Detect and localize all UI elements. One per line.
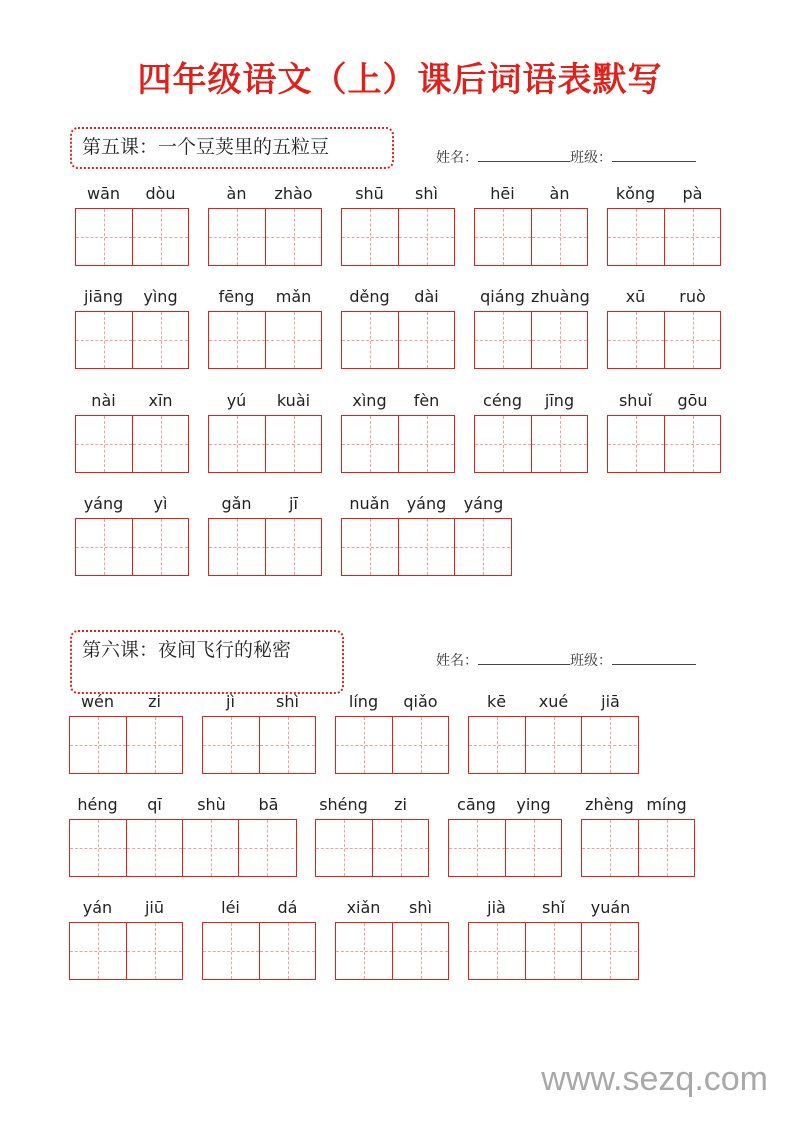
pinyin-row xyxy=(341,184,455,208)
word-item xyxy=(341,391,455,473)
pinyin-row xyxy=(341,391,455,415)
pinyin-row xyxy=(335,692,449,716)
tianzige-boxes xyxy=(607,311,721,369)
word-item xyxy=(75,184,189,266)
pinyin-syllable: zi xyxy=(394,795,407,814)
word-item xyxy=(468,898,639,980)
class-label: 班级： xyxy=(570,653,612,669)
writing-cell[interactable] xyxy=(76,209,132,265)
writing-cell[interactable] xyxy=(398,312,454,368)
writing-cell[interactable] xyxy=(76,416,132,472)
pinyin-syllable: shéng xyxy=(319,795,368,814)
pinyin-syllable: zhèng xyxy=(585,795,634,814)
pinyin-syllable: jī xyxy=(289,494,298,513)
pinyin-row xyxy=(75,184,189,208)
tianzige-boxes xyxy=(75,311,189,369)
tianzige-boxes xyxy=(341,415,455,473)
writing-cell[interactable] xyxy=(259,717,315,773)
writing-cell[interactable] xyxy=(209,209,265,265)
tianzige-boxes xyxy=(208,415,322,473)
tianzige-boxes xyxy=(202,716,316,774)
pinyin-syllable: gǎn xyxy=(221,494,252,513)
writing-cell[interactable] xyxy=(372,820,428,876)
page-title: 四年级语文（上）课后词语表默写 xyxy=(137,60,663,100)
pinyin-syllable: yán xyxy=(82,898,113,917)
pinyin-row xyxy=(474,184,588,208)
pinyin-syllable: àn xyxy=(226,184,247,203)
pinyin-row xyxy=(69,795,297,819)
writing-cell[interactable] xyxy=(336,923,392,979)
pinyin-syllable: xīn xyxy=(148,391,173,410)
writing-cell[interactable] xyxy=(70,717,126,773)
pinyin-row xyxy=(69,898,183,922)
pinyin-syllable: wān xyxy=(86,184,121,203)
pinyin-row xyxy=(341,494,512,518)
tianzige-boxes xyxy=(75,415,189,473)
word-item xyxy=(208,391,322,473)
pinyin-syllable: děng xyxy=(349,287,390,306)
word-item xyxy=(341,184,455,266)
tianzige-boxes xyxy=(202,922,316,980)
pinyin-syllable: dá xyxy=(277,898,298,917)
writing-cell[interactable] xyxy=(454,519,510,575)
writing-cell[interactable] xyxy=(126,923,182,979)
writing-cell[interactable] xyxy=(132,416,188,472)
writing-cell[interactable] xyxy=(608,416,664,472)
writing-cell[interactable] xyxy=(475,312,531,368)
writing-cell[interactable] xyxy=(132,519,188,575)
word-item xyxy=(208,184,322,266)
pinyin-syllable: léi xyxy=(221,898,240,917)
word-item xyxy=(69,692,183,774)
writing-cell[interactable] xyxy=(209,519,265,575)
word-item xyxy=(75,287,189,369)
writing-cell[interactable] xyxy=(581,923,637,979)
writing-cell[interactable] xyxy=(342,519,398,575)
writing-cell[interactable] xyxy=(342,312,398,368)
name-label: 姓名： xyxy=(436,653,478,669)
tianzige-boxes xyxy=(341,518,512,576)
word-item xyxy=(474,184,588,266)
writing-cell[interactable] xyxy=(582,820,638,876)
pinyin-syllable: shì xyxy=(409,898,432,917)
pinyin-syllable: qiǎo xyxy=(403,692,438,711)
pinyin-row xyxy=(581,795,695,819)
pinyin-row xyxy=(607,287,721,311)
writing-cell[interactable] xyxy=(664,312,720,368)
pinyin-syllable: nài xyxy=(91,391,116,410)
word-item xyxy=(448,795,562,877)
word-item xyxy=(335,692,449,774)
tianzige-boxes xyxy=(335,716,449,774)
word-item xyxy=(75,391,189,473)
tianzige-boxes xyxy=(208,518,322,576)
tianzige-boxes xyxy=(75,208,189,266)
pinyin-row xyxy=(69,692,183,716)
pinyin-syllable: jì xyxy=(226,692,235,711)
tianzige-boxes xyxy=(335,922,449,980)
tianzige-boxes xyxy=(474,311,588,369)
writing-cell[interactable] xyxy=(132,312,188,368)
pinyin-syllable: yáng xyxy=(406,494,447,513)
pinyin-syllable: shì xyxy=(415,184,438,203)
pinyin-syllable: qiáng xyxy=(480,287,525,306)
class-blank[interactable] xyxy=(612,652,696,665)
writing-cell[interactable] xyxy=(203,717,259,773)
pinyin-syllable: shì xyxy=(276,692,299,711)
pinyin-syllable: yáng xyxy=(463,494,504,513)
pinyin-syllable: fèn xyxy=(413,391,440,410)
writing-cell[interactable] xyxy=(265,416,321,472)
writing-cell[interactable] xyxy=(70,820,126,876)
pinyin-syllable: zhào xyxy=(274,184,313,203)
word-item xyxy=(607,184,721,266)
pinyin-syllable: xiǎn xyxy=(346,898,381,917)
writing-cell[interactable] xyxy=(76,312,132,368)
word-item xyxy=(474,287,588,369)
pinyin-syllable: jīng xyxy=(544,391,575,410)
writing-cell[interactable] xyxy=(398,519,454,575)
writing-cell[interactable] xyxy=(316,820,372,876)
writing-cell[interactable] xyxy=(608,312,664,368)
writing-cell[interactable] xyxy=(182,820,238,876)
name-blank[interactable] xyxy=(478,149,570,162)
writing-cell[interactable] xyxy=(664,209,720,265)
writing-cell[interactable] xyxy=(608,209,664,265)
pinyin-syllable: jià xyxy=(487,898,506,917)
pinyin-syllable: yuán xyxy=(590,898,631,917)
pinyin-syllable: jiāng xyxy=(84,287,123,306)
pinyin-syllable: mǎn xyxy=(275,287,312,306)
tianzige-boxes xyxy=(208,311,322,369)
tianzige-boxes xyxy=(448,819,562,877)
tianzige-boxes xyxy=(69,922,183,980)
writing-cell[interactable] xyxy=(76,519,132,575)
pinyin-row xyxy=(315,795,429,819)
pinyin-syllable: kǒng xyxy=(615,184,656,203)
writing-cell[interactable] xyxy=(469,717,525,773)
pinyin-syllable: bā xyxy=(258,795,279,814)
tianzige-boxes xyxy=(468,922,639,980)
tianzige-boxes xyxy=(208,208,322,266)
class-blank[interactable] xyxy=(612,149,696,162)
pinyin-syllable: shù xyxy=(197,795,226,814)
pinyin-syllable: pà xyxy=(682,184,703,203)
pinyin-row xyxy=(75,287,189,311)
pinyin-syllable: zhuàng xyxy=(531,287,590,306)
pinyin-syllable: líng xyxy=(348,692,379,711)
word-item xyxy=(208,494,322,576)
pinyin-syllable: míng xyxy=(646,795,687,814)
pinyin-row xyxy=(607,391,721,415)
writing-cell[interactable] xyxy=(531,416,587,472)
writing-cell[interactable] xyxy=(126,717,182,773)
pinyin-row xyxy=(75,391,189,415)
tianzige-boxes xyxy=(468,716,639,774)
writing-cell[interactable] xyxy=(525,717,581,773)
writing-cell[interactable] xyxy=(265,209,321,265)
pinyin-syllable: shuǐ xyxy=(618,391,653,410)
writing-cell[interactable] xyxy=(203,923,259,979)
word-item xyxy=(581,795,695,877)
pinyin-syllable: zi xyxy=(148,692,161,711)
pinyin-syllable: wén xyxy=(80,692,115,711)
pinyin-row xyxy=(208,287,322,311)
pinyin-syllable: cāng xyxy=(457,795,496,814)
lesson6-heading: 第六课：夜间飞行的秘密 xyxy=(70,630,344,694)
word-item xyxy=(315,795,429,877)
tianzige-boxes xyxy=(474,208,588,266)
word-item xyxy=(208,287,322,369)
word-item xyxy=(341,287,455,369)
pinyin-syllable: nuǎn xyxy=(349,494,390,513)
writing-cell[interactable] xyxy=(209,416,265,472)
tianzige-boxes xyxy=(607,415,721,473)
pinyin-row xyxy=(474,391,588,415)
writing-cell[interactable] xyxy=(398,209,454,265)
pinyin-row xyxy=(474,287,588,311)
writing-cell[interactable] xyxy=(392,717,448,773)
word-item xyxy=(474,391,588,473)
pinyin-syllable: yáng xyxy=(83,494,124,513)
tianzige-boxes xyxy=(75,518,189,576)
pinyin-row xyxy=(202,898,316,922)
pinyin-row xyxy=(341,287,455,311)
lesson5-heading: 第五课：一个豆荚里的五粒豆 xyxy=(70,127,394,169)
word-item xyxy=(69,898,183,980)
word-item xyxy=(75,494,189,576)
pinyin-syllable: kuài xyxy=(276,391,311,410)
writing-cell[interactable] xyxy=(342,209,398,265)
pinyin-syllable: shǐ xyxy=(542,898,565,917)
writing-cell[interactable] xyxy=(638,820,694,876)
writing-cell[interactable] xyxy=(475,209,531,265)
pinyin-syllable: shū xyxy=(355,184,384,203)
pinyin-syllable: fēng xyxy=(218,287,255,306)
writing-cell[interactable] xyxy=(70,923,126,979)
pinyin-syllable: dòu xyxy=(145,184,176,203)
pinyin-row xyxy=(75,494,189,518)
word-item xyxy=(468,692,639,774)
pinyin-syllable: àn xyxy=(549,184,570,203)
tianzige-boxes xyxy=(341,311,455,369)
tianzige-boxes xyxy=(69,716,183,774)
pinyin-row xyxy=(208,494,322,518)
writing-cell[interactable] xyxy=(398,416,454,472)
tianzige-boxes xyxy=(474,415,588,473)
writing-cell[interactable] xyxy=(336,717,392,773)
pinyin-syllable: gōu xyxy=(677,391,708,410)
pinyin-syllable: ruò xyxy=(679,287,706,306)
writing-cell[interactable] xyxy=(342,416,398,472)
word-item xyxy=(335,898,449,980)
pinyin-syllable: xìng xyxy=(352,391,387,410)
pinyin-row xyxy=(208,391,322,415)
writing-cell[interactable] xyxy=(265,519,321,575)
word-item xyxy=(341,494,512,576)
pinyin-syllable: kē xyxy=(486,692,507,711)
pinyin-syllable: xué xyxy=(538,692,569,711)
writing-cell[interactable] xyxy=(392,923,448,979)
word-item xyxy=(69,795,297,877)
pinyin-row xyxy=(468,898,639,922)
name-label: 姓名： xyxy=(436,150,478,166)
pinyin-row xyxy=(448,795,562,819)
writing-cell[interactable] xyxy=(259,923,315,979)
pinyin-syllable: jiā xyxy=(601,692,620,711)
pinyin-syllable: yìng xyxy=(143,287,178,306)
writing-cell[interactable] xyxy=(132,209,188,265)
pinyin-syllable: yú xyxy=(226,391,247,410)
writing-cell[interactable] xyxy=(265,312,321,368)
writing-cell[interactable] xyxy=(525,923,581,979)
pinyin-row xyxy=(208,184,322,208)
tianzige-boxes xyxy=(607,208,721,266)
pinyin-syllable: hēi xyxy=(490,184,515,203)
pinyin-syllable: xū xyxy=(625,287,646,306)
pinyin-syllable: yì xyxy=(153,494,168,513)
writing-cell[interactable] xyxy=(531,312,587,368)
pinyin-row xyxy=(607,184,721,208)
writing-cell[interactable] xyxy=(531,209,587,265)
tianzige-boxes xyxy=(69,819,297,877)
writing-cell[interactable] xyxy=(449,820,505,876)
watermark: www.sezq.com xyxy=(541,1060,768,1098)
tianzige-boxes xyxy=(341,208,455,266)
pinyin-syllable: héng xyxy=(77,795,118,814)
writing-cell[interactable] xyxy=(469,923,525,979)
writing-cell[interactable] xyxy=(126,820,182,876)
writing-cell[interactable] xyxy=(505,820,561,876)
writing-cell[interactable] xyxy=(581,717,637,773)
pinyin-row xyxy=(202,692,316,716)
pinyin-syllable: qī xyxy=(147,795,162,814)
name-blank[interactable] xyxy=(478,652,570,665)
pinyin-syllable: céng xyxy=(483,391,522,410)
pinyin-syllable: jiū xyxy=(144,898,165,917)
lesson5-student-info xyxy=(436,147,696,167)
writing-cell[interactable] xyxy=(209,312,265,368)
lesson6-student-info xyxy=(436,650,696,670)
class-label: 班级： xyxy=(570,150,612,166)
word-item xyxy=(607,287,721,369)
pinyin-syllable: dài xyxy=(414,287,439,306)
word-item xyxy=(202,898,316,980)
pinyin-row xyxy=(468,692,639,716)
pinyin-syllable: ying xyxy=(516,795,551,814)
word-item xyxy=(202,692,316,774)
pinyin-row xyxy=(335,898,449,922)
writing-cell[interactable] xyxy=(664,416,720,472)
word-item xyxy=(607,391,721,473)
writing-cell[interactable] xyxy=(475,416,531,472)
tianzige-boxes xyxy=(581,819,695,877)
tianzige-boxes xyxy=(315,819,429,877)
writing-cell[interactable] xyxy=(238,820,294,876)
